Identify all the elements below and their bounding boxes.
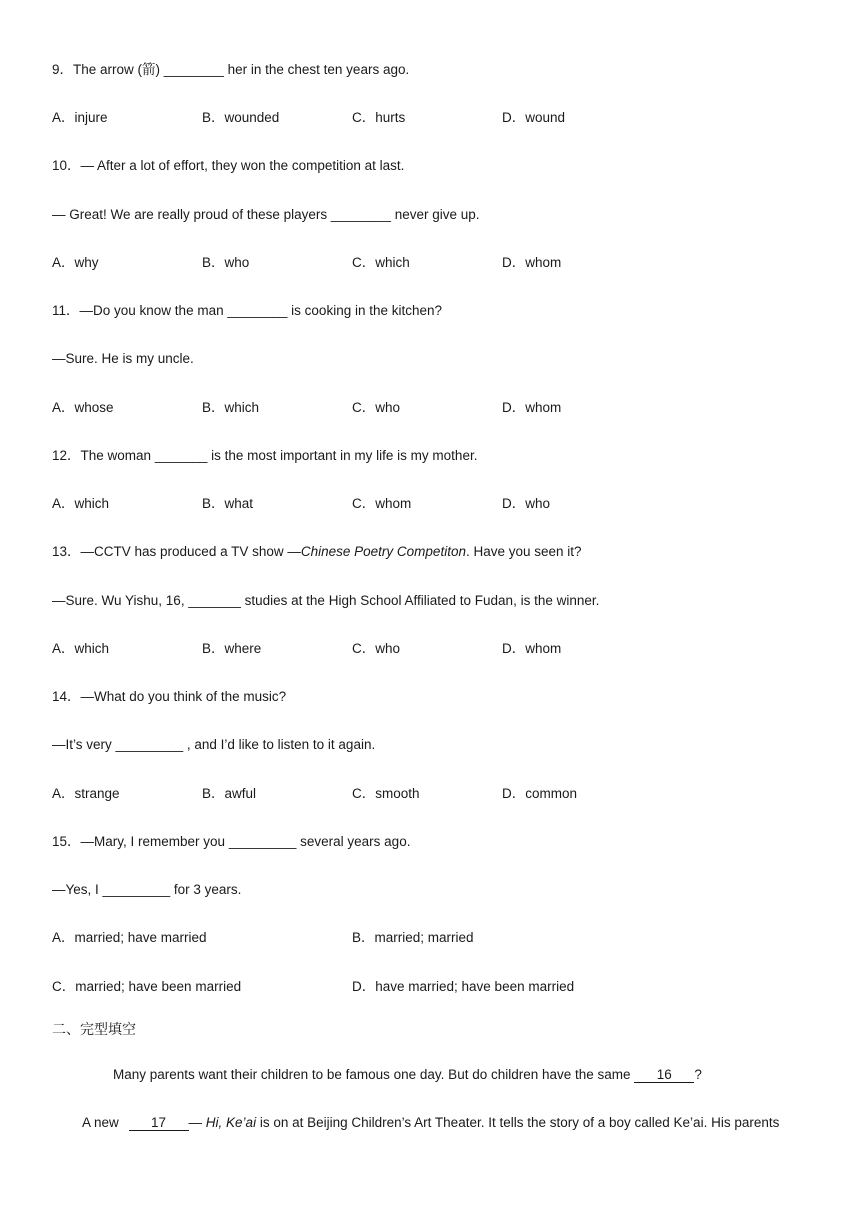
q11-option-d[interactable]: D．whom [502,400,562,415]
q11-option-a[interactable]: A．whose [52,400,114,415]
question-14-line1: 14．—What do you think of the music? [52,689,287,704]
q15-option-a[interactable]: A．married; have married [52,930,207,945]
q10-option-c[interactable]: C．which [352,255,410,270]
stem-text: — Great! We are really proud of these players [52,207,331,222]
q12-option-b[interactable]: B．what [202,496,254,511]
question-15-line2 [52,881,241,899]
passage-text: — [188,1115,206,1130]
section-heading: 二、完型填空 [52,1022,136,1038]
passage-text: A new [82,1115,123,1130]
question-13-stem [52,543,582,561]
question-11-stem [52,302,442,320]
q9-option-d[interactable]: D．wound [502,110,566,125]
answer-blank[interactable]: _________ [115,737,184,752]
stem-text: 13．—CCTV has produced a TV show — [52,544,301,559]
q9-option-c[interactable]: C．hurts [352,110,406,125]
q14-option-c[interactable]: C．smooth [352,786,420,801]
stem-text: studies at the High School Affiliated to Fudan, is the winner. [240,593,600,608]
q12-option-d[interactable]: D．who [502,496,551,511]
question-14-stem [52,736,375,754]
cloze-blank-17[interactable]: 17 [129,1115,189,1131]
play-title: Hi, Ke’ai [205,1115,257,1130]
q9-option-a[interactable]: A．injure [52,110,108,125]
q15-option-c[interactable]: C．married; have been married [52,979,242,994]
q12-option-a[interactable]: A．which [52,496,110,511]
stem-text: never give up. [390,207,480,222]
q11-option-b[interactable]: B．which [202,400,260,415]
q10-option-d[interactable]: D．whom [502,255,562,270]
answer-blank[interactable]: _______ [188,593,241,608]
answer-blank[interactable]: _________ [102,882,171,897]
stem-text: —Yes, I [52,882,103,897]
question-10-stem [52,206,480,224]
stem-text: . Have you seen it? [465,544,582,559]
answer-blank[interactable]: ________ [330,207,391,222]
q12-option-c[interactable]: C．whom [352,496,412,511]
q14-option-a[interactable]: A．strange [52,786,120,801]
question-9-stem [52,61,409,79]
q10-option-b[interactable]: B．who [202,255,250,270]
stem-text: several years ago. [296,834,411,849]
cloze-paragraph-line1 [113,1066,702,1084]
q14-option-b[interactable]: B．awful [202,786,257,801]
show-title: Chinese Poetry Competiton [300,544,466,559]
q9-option-b[interactable]: B．wounded [202,110,280,125]
stem-text: 12．The woman [52,448,155,463]
q15-option-b[interactable]: B．married; married [352,930,474,945]
stem-text: is the most important in my life is my mother. [207,448,478,463]
passage-text: is on at Beijing Children’s Art Theater. It tells the story of a boy called Ke’ai. His parents [256,1115,780,1130]
stem-text: , and I’d like to listen to it again. [183,737,376,752]
question-13-line2 [52,592,599,610]
stem-text: is cooking in the kitchen? [287,303,443,318]
question-12-stem [52,447,477,465]
passage-text: Many parents want their children to be famous one day. But do children have the same [113,1067,635,1082]
stem-text: —Sure. Wu Yishu, 16, [52,593,189,608]
answer-blank[interactable]: _______ [154,448,208,463]
question-10-line1: 10．— After a lot of effort, they won the competition at last. [52,158,405,173]
q13-option-a[interactable]: A．which [52,641,110,656]
q13-option-d[interactable]: D．whom [502,641,562,656]
stem-text: 9．The arrow (箭) [52,62,164,77]
answer-blank[interactable]: _________ [228,834,297,849]
stem-text: her in the chest ten years ago. [223,62,410,77]
stem-text: 15．—Mary, I remember you [52,834,229,849]
q14-option-d[interactable]: D．common [502,786,578,801]
stem-text: for 3 years. [170,882,242,897]
answer-blank[interactable]: ________ [227,303,288,318]
stem-text: 11．—Do you know the man [52,303,228,318]
answer-blank[interactable]: ________ [163,62,224,77]
cloze-blank-16[interactable]: 16 [634,1067,694,1083]
q13-option-b[interactable]: B．where [202,641,262,656]
question-15-stem [52,833,410,851]
q11-option-c[interactable]: C．who [352,400,401,415]
stem-text: —It’s very [52,737,116,752]
q15-option-d[interactable]: D．have married; have been married [352,979,575,994]
q10-option-a[interactable]: A．why [52,255,99,270]
passage-text: ? [694,1067,702,1082]
question-11-line2: —Sure. He is my uncle. [52,351,194,366]
cloze-paragraph-line2 [82,1114,779,1132]
q13-option-c[interactable]: C．who [352,641,401,656]
